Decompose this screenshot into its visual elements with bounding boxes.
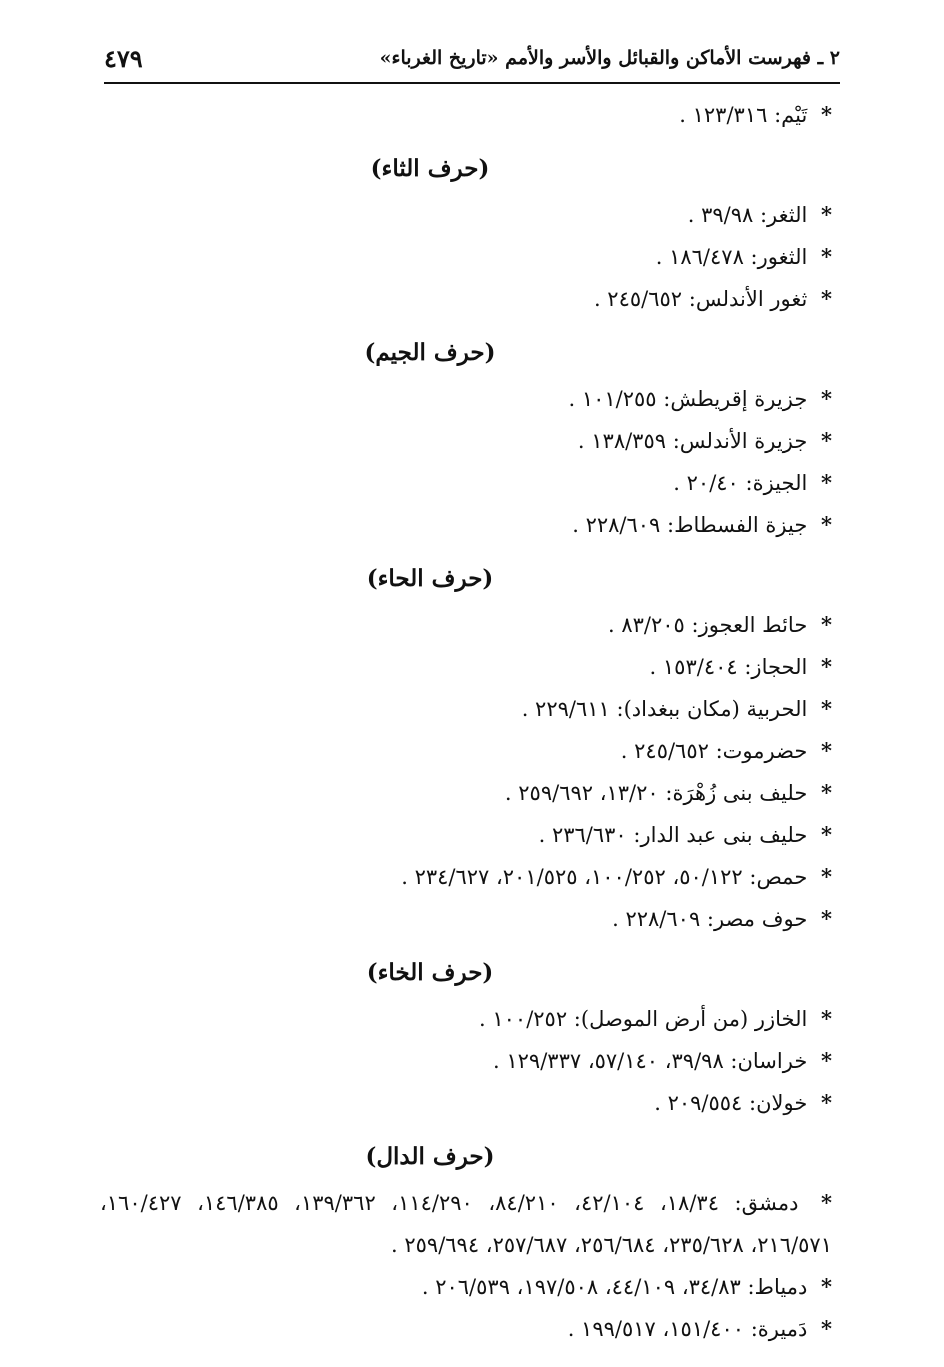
entry-text: ثغور الأندلس: ٢٤٥/٦٥٢ . <box>593 287 808 311</box>
entry-text: جيزة الفسطاط: ٢٢٨/٦٠٩ . <box>572 513 808 537</box>
index-entry <box>100 504 840 546</box>
index-entry <box>100 194 840 236</box>
bullet-star: * <box>821 286 832 311</box>
entry-text: جزيرة إقريطش: ١٠١/٢٥٥ . <box>568 387 808 411</box>
entry-text: جزيرة الأندلس: ١٣٨/٣٥٩ . <box>577 429 808 453</box>
index-entry <box>100 730 840 772</box>
bullet-star: * <box>821 202 832 227</box>
index-entry <box>100 1308 840 1350</box>
bullet-star: * <box>821 1274 832 1299</box>
index-entry <box>100 1182 840 1266</box>
index-entry <box>100 814 840 856</box>
bullet-star: * <box>821 780 832 805</box>
entry-text: الحربية (مكان ببغداد): ٢٢٩/٦١١ . <box>521 697 808 721</box>
page-header <box>104 40 840 76</box>
index-entry <box>100 1266 840 1308</box>
bullet-star: * <box>821 612 832 637</box>
section-heading-jim: (حرف الجيم) <box>364 339 496 366</box>
index-entry <box>100 278 840 320</box>
entry-text: تَيْم: ١٢٣/٣١٦ . <box>679 103 808 127</box>
bullet-star: * <box>821 386 832 411</box>
index-entry <box>100 1040 840 1082</box>
index-entry <box>100 378 840 420</box>
entry-text: حليف بنى زُهْرَة: ١٣/٢٠، ٢٥٩/٦٩٢ . <box>504 781 808 805</box>
section-heading-ha: (حرف الحاء) <box>366 565 494 592</box>
index-entry <box>100 420 840 462</box>
section-heading-kha: (حرف الخاء) <box>366 959 494 986</box>
bullet-star: * <box>821 864 832 889</box>
bullet-star: * <box>821 1090 832 1115</box>
index-entry <box>100 998 840 1040</box>
entry-text: دمشق: ١٨/٣٤، ٤٢/١٠٤، ٨٤/٢١٠، ١١٤/٢٩٠، ١٣٩/٣٦٢، ١٤٦/٣٨٥، ١٦٠/٤٢٧، ٢١٦/٥٧١، ٢٣٥/٦٢٨، ٢٥٦/٦٨٤، ٢٥٧/٦٨٧، ٢٥٩/٦٩٤ . <box>100 1191 832 1257</box>
index-entry <box>100 462 840 504</box>
entry-text: الحجاز: ١٥٣/٤٠٤ . <box>649 655 808 679</box>
index-entry <box>100 688 840 730</box>
entry-text: الخازر (من أرض الموصل): ١٠٠/٢٥٢ . <box>479 1007 808 1031</box>
index-entry <box>100 772 840 814</box>
bullet-star: * <box>821 102 832 127</box>
entry-text: خولان: ٢٠٩/٥٥٤ . <box>654 1091 808 1115</box>
entry-text: الثغر: ٣٩/٩٨ . <box>687 203 808 227</box>
bullet-star: * <box>821 696 832 721</box>
header-rule <box>104 82 840 84</box>
bullet-star: * <box>821 1006 832 1031</box>
bullet-star: * <box>821 428 832 453</box>
entry-text: دمياط: ٣٤/٨٣، ٤٤/١٠٩، ١٩٧/٥٠٨، ٢٠٦/٥٣٩ . <box>421 1275 808 1299</box>
bullet-star: * <box>821 654 832 679</box>
bullet-star: * <box>821 738 832 763</box>
index-entry <box>100 646 840 688</box>
running-title: ٢ ـ فهرست الأماكن والقبائل والأسر والأمم «تاريخ الغرباء» <box>379 47 840 69</box>
index-entry <box>100 236 840 278</box>
section-heading-tha: (حرف الثاء) <box>370 155 490 182</box>
index-entry <box>100 94 840 136</box>
page-number: ٤٧٩ <box>104 43 143 73</box>
bullet-star: * <box>821 1048 832 1073</box>
bullet-star: * <box>821 906 832 931</box>
entry-text: الجيزة: ٢٠/٤٠ . <box>673 471 808 495</box>
bullet-star: * <box>821 1190 833 1215</box>
entry-text: حوف مصر: ٢٢٨/٦٠٩ . <box>612 907 808 931</box>
entry-text: دَميرة: ١٥١/٤٠٠، ١٩٩/٥١٧ . <box>567 1317 808 1341</box>
bullet-star: * <box>821 822 832 847</box>
entry-text: الثغور: ١٨٦/٤٧٨ . <box>655 245 808 269</box>
bullet-star: * <box>821 1316 832 1341</box>
entry-text: حضرموت: ٢٤٥/٦٥٢ . <box>620 739 808 763</box>
bullet-star: * <box>821 244 832 269</box>
bullet-star: * <box>821 470 832 495</box>
entry-text: حليف بنى عبد الدار: ٢٣٦/٦٣٠ . <box>538 823 808 847</box>
bullet-star: * <box>821 512 832 537</box>
index-entry <box>100 898 840 940</box>
index-entry <box>100 604 840 646</box>
entry-text: حائط العجوز: ٨٣/٢٠٥ . <box>607 613 808 637</box>
section-heading-dal: (حرف الدال) <box>365 1143 495 1170</box>
index-entry <box>100 856 840 898</box>
entry-text: حمص: ٥٠/١٢٢، ١٠٠/٢٥٢، ٢٠١/٥٢٥، ٢٣٤/٦٢٧ . <box>401 865 808 889</box>
index-entry <box>100 1082 840 1124</box>
entry-text: خراسان: ٣٩/٩٨، ٥٧/١٤٠، ١٢٩/٣٣٧ . <box>493 1049 808 1073</box>
index-content <box>100 94 840 1350</box>
